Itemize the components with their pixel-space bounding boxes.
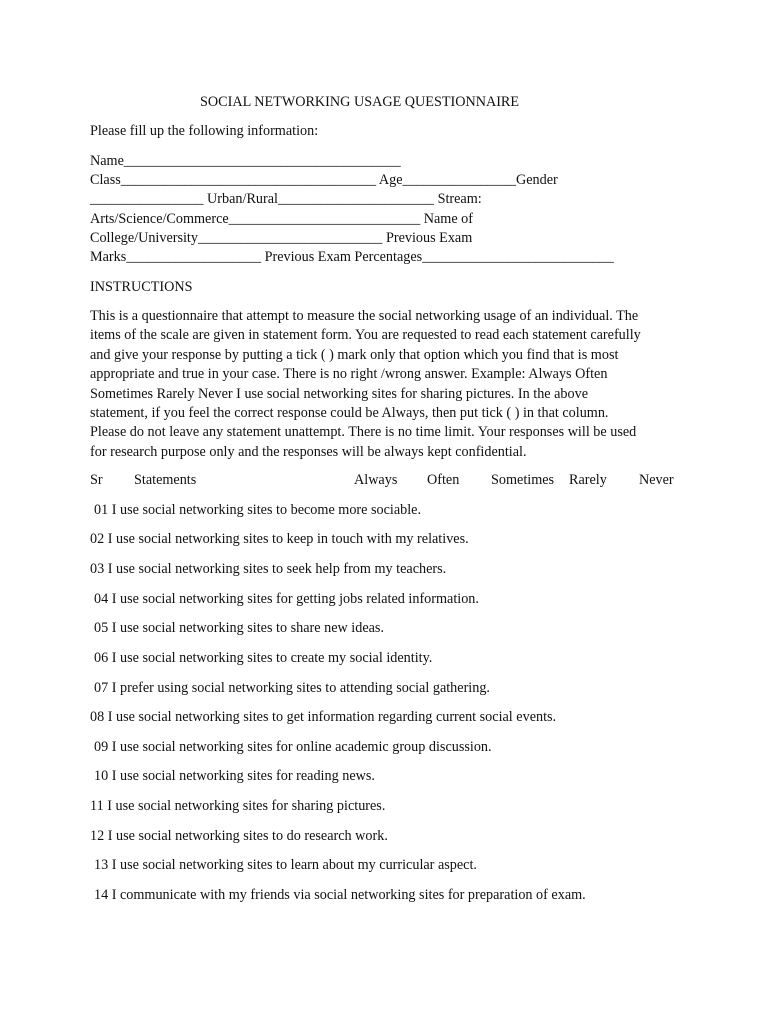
form-line-urban-rural-stream: ________________ Urban/Rural______________________ Stream: [90, 191, 482, 207]
form-line-class-age-gender: Class____________________________________ Age________________Gender [90, 172, 558, 188]
statement-item: 01 I use social networking sites to become more sociable. [94, 502, 422, 518]
header-sometimes: Sometimes [491, 472, 555, 488]
form-line-college-university: College/University__________________________ Previous Exam [90, 230, 473, 246]
header-sr: Sr [90, 472, 103, 488]
page-title: SOCIAL NETWORKING USAGE QUESTIONNAIRE [200, 94, 520, 110]
header-never: Never [639, 472, 674, 488]
statement-item: 07 I prefer using social networking sites to attending social gathering. [94, 680, 490, 696]
instructions-line: This is a questionnaire that attempt to measure the social networking usage of an individual. The [90, 308, 639, 324]
statement-item: 04 I use social networking sites for getting jobs related information. [94, 591, 479, 607]
form-line-marks-percentages: Marks___________________ Previous Exam Percentages___________________________ [90, 249, 614, 265]
statement-item: 13 I use social networking sites to learn about my curricular aspect. [94, 857, 477, 873]
instructions-line: statement, if you feel the correct response could be Always, then put tick ( ) in that column. [90, 405, 609, 422]
instructions-line: Sometimes Rarely Never I use social networking sites for sharing pictures. In the above [90, 385, 589, 402]
header-often: Often [427, 472, 460, 488]
statement-item: 08 I use social networking sites to get information regarding current social events. [90, 709, 557, 725]
instructions-heading: INSTRUCTIONS [90, 279, 193, 295]
instructions-line: for research purpose only and the responses will be always kept confidential. [90, 443, 527, 460]
statement-item: 11 I use social networking sites for sharing pictures. [90, 798, 386, 814]
header-always: Always [354, 472, 398, 488]
statement-item: 09 I use social networking sites for online academic group discussion. [94, 739, 492, 755]
instructions-line: appropriate and true in your case. There is no right /wrong answer. Example: Always Often [90, 366, 608, 383]
statement-item: 10 I use social networking sites for reading news. [94, 768, 375, 784]
form-line-name: Name_______________________________________ [90, 153, 401, 169]
form-line-arts-science-commerce: Arts/Science/Commerce___________________________ Name of [90, 211, 473, 227]
instructions-line: and give your response by putting a tick ( ) mark only that option which you find that is most [90, 346, 619, 363]
statement-item: 05 I use social networking sites to share new ideas. [94, 620, 384, 636]
header-rarely: Rarely [569, 472, 607, 488]
statement-item: 03 I use social networking sites to seek help from my teachers. [90, 561, 447, 577]
statement-item: 06 I use social networking sites to create my social identity. [94, 650, 433, 666]
statement-item: 12 I use social networking sites to do research work. [90, 828, 388, 844]
instructions-line: Please do not leave any statement unattempt. There is no time limit. Your responses will be used [90, 424, 637, 441]
instructions-paragraph [90, 307, 685, 462]
header-statements: Statements [134, 472, 197, 488]
intro-text: Please fill up the following information: [90, 123, 319, 139]
statement-item: 02 I use social networking sites to keep in touch with my relatives. [90, 531, 469, 547]
instructions-line: items of the scale are given in statement form. You are requested to read each statement carefully [90, 327, 641, 344]
statement-item: 14 I communicate with my friends via social networking sites for preparation of exam. [94, 887, 586, 903]
